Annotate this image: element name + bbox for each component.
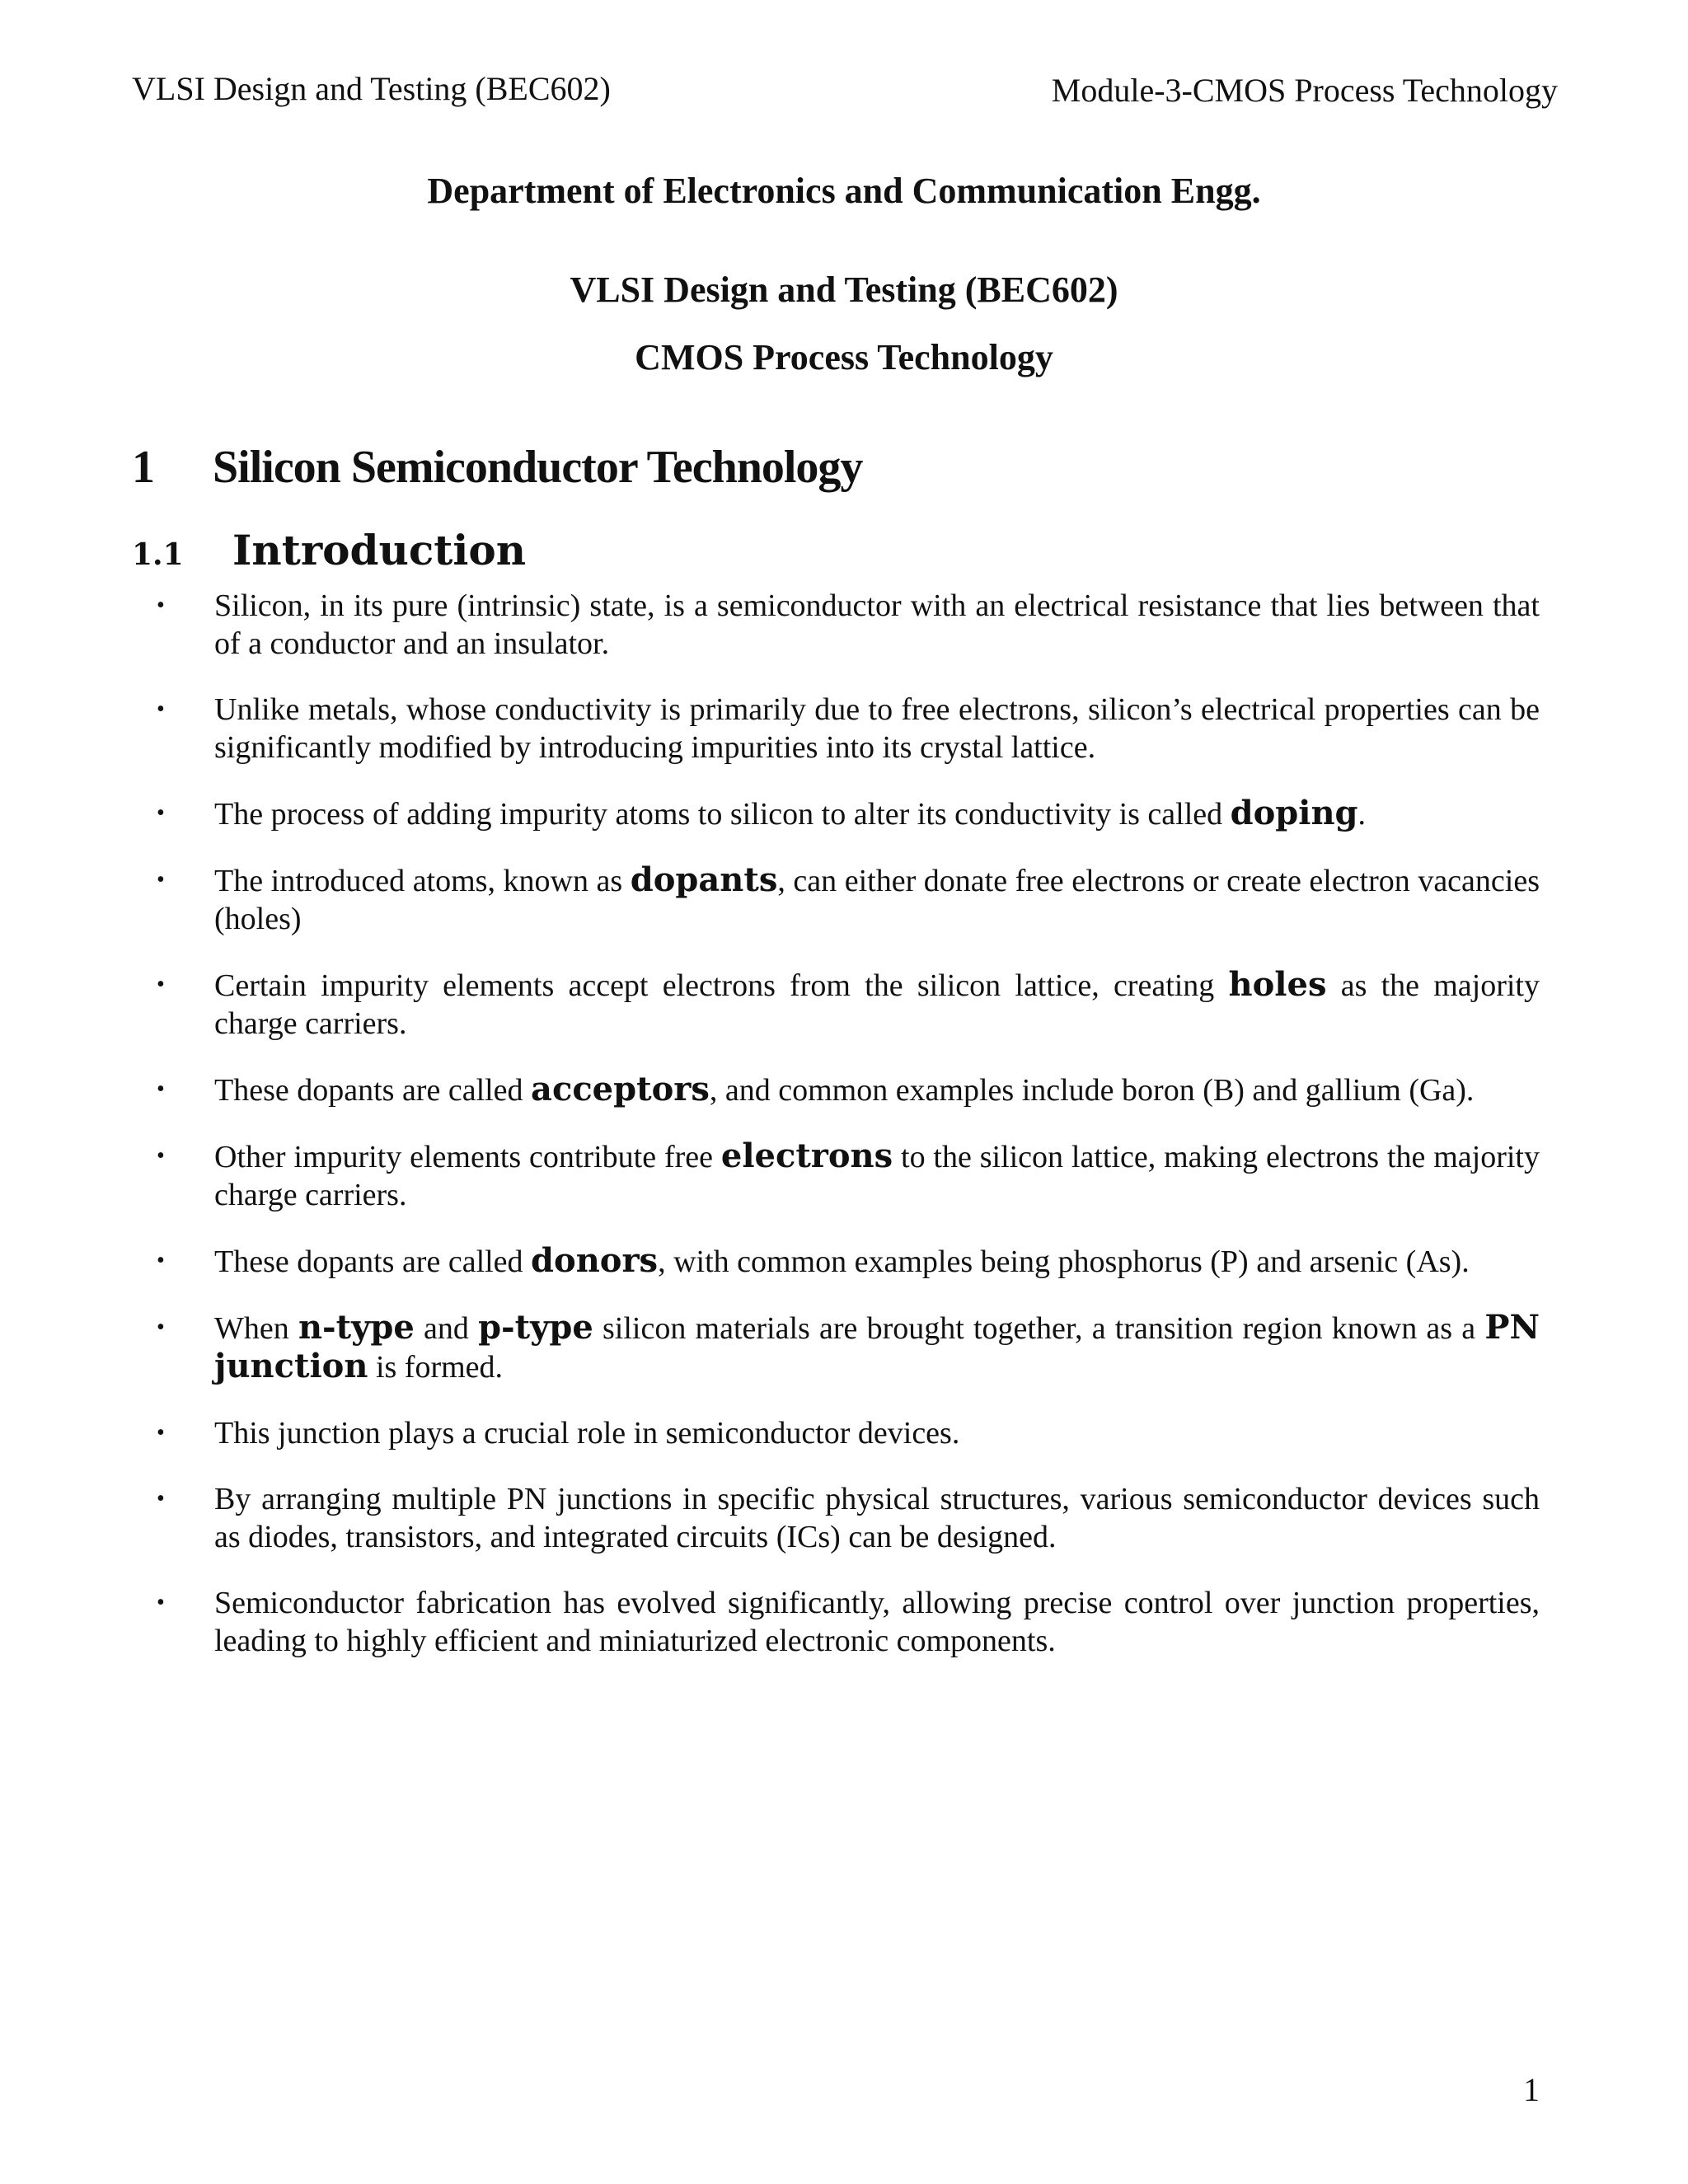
keyword-term: n-type — [298, 1308, 415, 1347]
keyword-term: doping — [1230, 794, 1358, 832]
bullet-text: to the silicon lattice, making electrons the majority charge carriers. — [214, 1140, 1540, 1212]
bullet-text: , and common examples include boron (B) and gallium (Ga). — [709, 1073, 1475, 1108]
bullet-item — [150, 1414, 1540, 1452]
bullet-text: The introduced atoms, known as — [214, 864, 631, 898]
bullet-text: is formed. — [368, 1350, 504, 1385]
bullet-text: When — [214, 1311, 298, 1346]
bullet-text: Other impurity elements contribute free — [214, 1140, 721, 1174]
bullet-item — [150, 966, 1540, 1043]
bullet-text: This junction plays a crucial role in semiconductor devices. — [214, 1416, 960, 1451]
subsection-title: Introduction — [232, 526, 527, 574]
bullet-text: , can either donate free electrons or create electron vacancies (holes) — [214, 864, 1540, 936]
bullet-item — [150, 1071, 1540, 1109]
bullet-dot-icon: • — [157, 1076, 165, 1102]
bullet-dot-icon: • — [157, 593, 165, 618]
bullet-text: These dopants are called — [214, 1073, 532, 1108]
bullet-item — [150, 587, 1540, 663]
bullet-text: and — [414, 1311, 479, 1346]
bullet-item — [150, 1584, 1540, 1660]
bullet-item — [150, 1137, 1540, 1214]
running-header-right: Module-3-CMOS Process Technology — [1051, 72, 1558, 109]
department-title: Department of Electronics and Communication Engg. — [427, 171, 1261, 211]
bullet-item — [150, 794, 1540, 833]
bullet-item — [150, 1480, 1540, 1556]
bullet-dot-icon: • — [157, 696, 165, 722]
bullet-item — [150, 1309, 1540, 1386]
bullet-dot-icon: • — [157, 1420, 165, 1446]
bullet-text: , with common examples being phosphorus (P) and arsenic (As). — [658, 1244, 1470, 1279]
bullet-dot-icon: • — [157, 1315, 165, 1340]
bullet-text: silicon materials are brought together, a transition region known as a — [593, 1311, 1485, 1346]
section-title: Silicon Semiconductor Technology — [213, 442, 863, 493]
bullet-text: These dopants are called — [214, 1244, 532, 1279]
subsection-heading — [132, 526, 526, 579]
bullet-text: . — [1357, 797, 1367, 832]
bullet-text: Silicon, in its pure (intrinsic) state, is a semiconductor with an electrical resistance that lies between that of a conductor and an insulator. — [214, 588, 1540, 661]
bullet-item — [150, 861, 1540, 938]
keyword-term: donors — [531, 1241, 659, 1280]
bullet-dot-icon: • — [157, 1143, 165, 1169]
keyword-term: dopants — [630, 860, 778, 899]
page-number: 1 — [1523, 2071, 1540, 2108]
bullet-item — [150, 1242, 1540, 1281]
bullet-text: Unlike metals, whose conductivity is primarily due to free electrons, silicon’s electrical properties can be significantly modified by introducing impurities into its crystal lattice. — [214, 692, 1540, 765]
bullet-list — [150, 587, 1540, 1688]
keyword-term: p-type — [478, 1308, 593, 1347]
keyword-term: holes — [1228, 965, 1327, 1004]
running-header-left: VLSI Design and Testing (BEC602) — [132, 70, 611, 107]
section-number: 1 — [132, 442, 154, 493]
bullet-dot-icon: • — [157, 972, 165, 997]
bullet-dot-icon: • — [157, 1248, 165, 1273]
bullet-text: Semiconductor fabrication has evolved significantly, allowing precise control over junction properties, leading to highly efficient and miniaturized electronic components. — [214, 1586, 1540, 1658]
bullet-dot-icon: • — [157, 1590, 165, 1615]
bullet-dot-icon: • — [157, 867, 165, 893]
topic-title: CMOS Process Technology — [635, 337, 1053, 377]
keyword-term: PN junction — [214, 1308, 1540, 1385]
bullet-text: as the majority charge carriers. — [214, 968, 1540, 1041]
subsection-number: 1.1 — [132, 537, 184, 572]
bullet-text: By arranging multiple PN junctions in specific physical structures, various semiconductor devices such as diodes, transistors, and integrated circuits (ICs) can be designed. — [214, 1482, 1540, 1554]
bullet-text: Certain impurity elements accept electrons from the silicon lattice, creating — [214, 968, 1229, 1003]
bullet-item — [150, 691, 1540, 766]
bullet-text: The process of adding impurity atoms to silicon to alter its conductivity is called — [214, 797, 1231, 832]
keyword-term: electrons — [720, 1137, 893, 1175]
bullet-dot-icon: • — [157, 1486, 165, 1511]
course-title: VLSI Design and Testing (BEC602) — [570, 269, 1118, 310]
bullet-dot-icon: • — [157, 800, 165, 826]
section-heading — [132, 440, 862, 494]
keyword-term: acceptors — [531, 1070, 710, 1108]
